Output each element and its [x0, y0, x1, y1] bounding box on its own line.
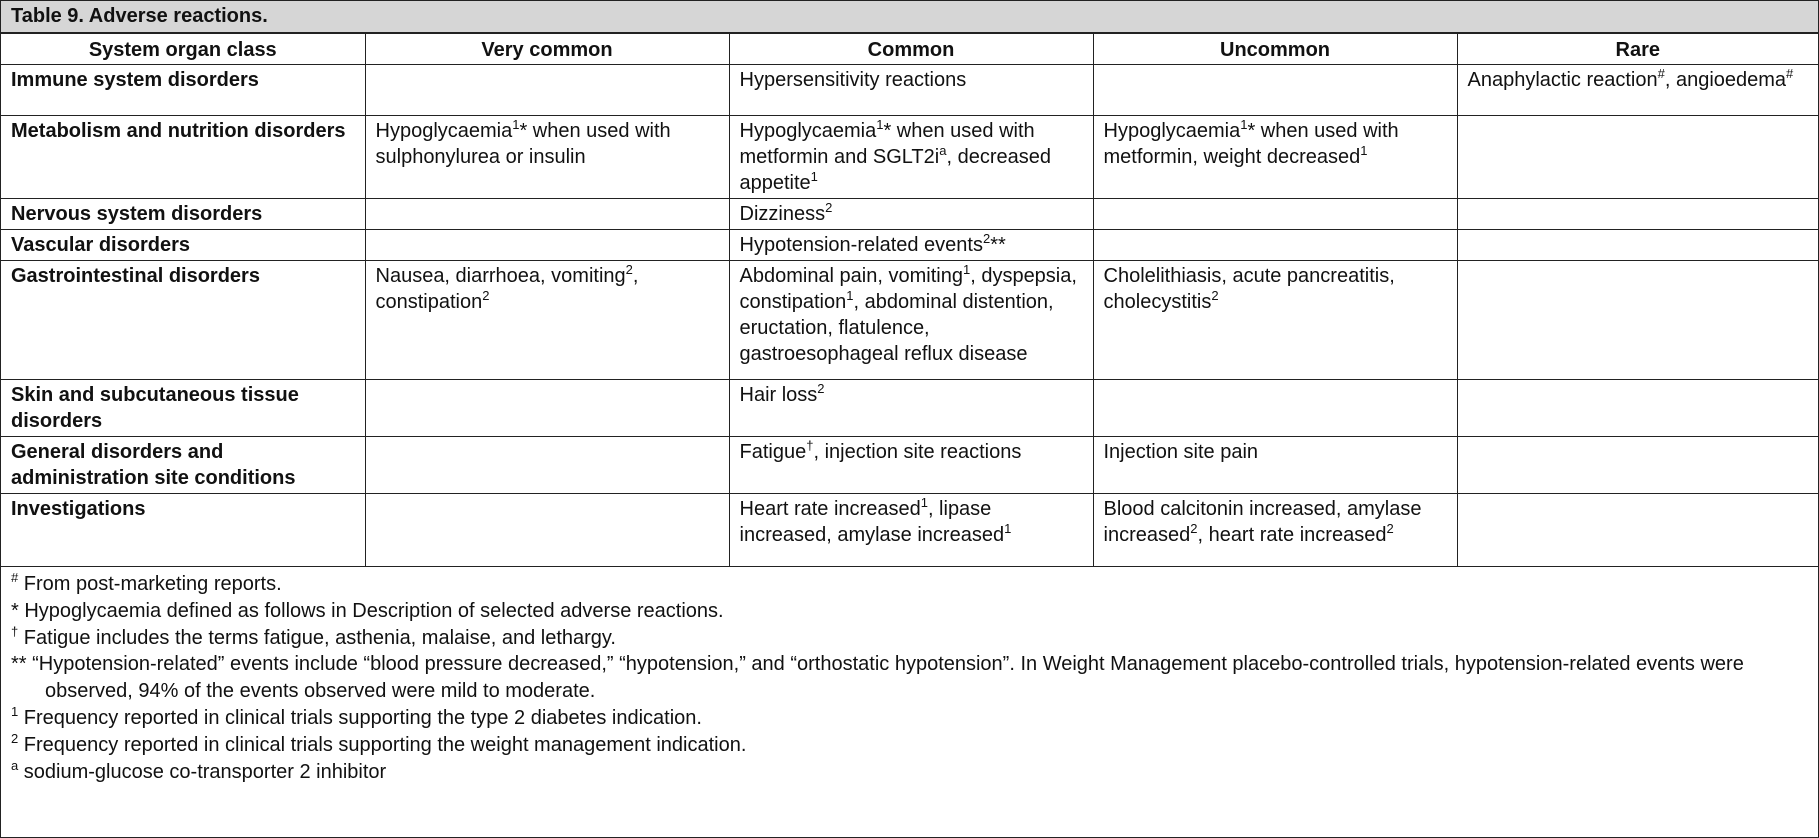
cell-text: , angioedema: [1664, 69, 1787, 91]
footnote: [11, 625, 1808, 652]
system-organ-class-cell: Skin and subcutaneous tissue disorders: [1, 380, 365, 437]
footnote-marker: 2: [825, 200, 833, 215]
cell-text: Anaphylactic reaction: [1467, 69, 1658, 91]
system-organ-class-cell: Metabolism and nutrition disorders: [1, 116, 365, 199]
table-row: [1, 380, 1818, 437]
footnote-marker: 1: [846, 288, 854, 303]
footnote-mark: a: [11, 757, 19, 773]
common-cell: [729, 261, 1093, 380]
cell-text: Abdominal pain, vomiting: [739, 265, 963, 287]
footnote-text: sodium-glucose co-transporter 2 inhibitor: [18, 760, 387, 783]
table-row: [1, 116, 1818, 199]
header-common: Common: [729, 34, 1093, 65]
header-rare: Rare: [1457, 34, 1818, 65]
footnote-marker: 1: [512, 117, 520, 132]
system-organ-class-cell: Immune system disorders: [1, 65, 365, 116]
very-common-cell: [365, 437, 729, 494]
footnote-marker: #: [1657, 66, 1665, 81]
cell-text: * when used with metformin, weight decreased: [1103, 120, 1399, 168]
footnote-marker: 1: [1240, 117, 1248, 132]
header-very-common: Very common: [365, 34, 729, 65]
cell-text: **: [990, 234, 1006, 256]
common-cell: [729, 116, 1093, 199]
footnote-mark: #: [11, 570, 19, 585]
cell-text: Nausea, diarrhoea, vomiting: [375, 265, 626, 287]
footnote-marker: 1: [810, 169, 818, 184]
system-organ-class-cell: Vascular disorders: [1, 230, 365, 261]
system-organ-class-cell: Nervous system disorders: [1, 199, 365, 230]
cell-text: Heart rate increased: [739, 498, 921, 520]
common-cell: [729, 65, 1093, 116]
cell-text: , injection site reactions: [813, 441, 1022, 463]
rare-cell: [1457, 437, 1818, 494]
cell-text: Hypoglycaemia: [739, 120, 877, 142]
footnote-text: Frequency reported in clinical trials supporting the weight management indication.: [18, 733, 747, 756]
table-row: [1, 437, 1818, 494]
cell-text: Fatigue: [739, 441, 807, 463]
footnote-marker: 2: [982, 231, 991, 246]
common-cell: [729, 230, 1093, 261]
rare-cell: [1457, 261, 1818, 380]
footnote-marker: 1: [962, 262, 971, 277]
cell-text: Hypersensitivity reactions: [739, 69, 967, 91]
uncommon-cell: [1093, 199, 1457, 230]
cell-text: Hair loss: [739, 384, 818, 406]
footnote-mark: †: [11, 623, 19, 639]
common-cell: [729, 380, 1093, 437]
footnote-text: Hypoglycaemia defined as follows in Description of selected adverse reactions.: [18, 599, 724, 622]
table-row: [1, 494, 1818, 567]
cell-text: , heart rate increased: [1197, 524, 1387, 546]
table-row: [1, 65, 1818, 116]
system-organ-class-cell: General disorders and administration site conditions: [1, 437, 365, 494]
cell-text: Cholelithiasis, acute pancreatitis, cholecystitis: [1103, 265, 1395, 313]
footnote-text: Frequency reported in clinical trials supporting the type 2 diabetes indication.: [18, 706, 702, 729]
cell-text: Hypoglycaemia: [375, 120, 513, 142]
table-body: [1, 65, 1818, 567]
cell-text: , dyspepsia, constipation: [739, 265, 1077, 313]
footnotes: [1, 567, 1818, 785]
common-cell: [729, 437, 1093, 494]
footnote-marker: 2: [625, 262, 633, 277]
footnote-marker: 2: [1190, 521, 1198, 536]
cell-text: , lipase increased, amylase increased: [739, 498, 1005, 546]
cell-text: * when used with metformin and SGLT2i: [739, 120, 1035, 168]
table-caption: Table 9. Adverse reactions.: [1, 1, 1818, 33]
cell-text: Dizziness: [739, 203, 826, 225]
header-system-organ-class: System organ class: [1, 34, 365, 65]
common-cell: [729, 199, 1093, 230]
rare-cell: [1457, 116, 1818, 199]
uncommon-cell: [1093, 380, 1457, 437]
cell-text: Blood calcitonin increased, amylase increased: [1103, 498, 1422, 546]
system-organ-class-cell: Gastrointestinal disorders: [1, 261, 365, 380]
footnote-marker: 2: [817, 381, 825, 396]
footnote: [11, 705, 1808, 732]
footnote-marker: 1: [920, 495, 928, 510]
rare-cell: [1457, 199, 1818, 230]
footnote: [11, 759, 1808, 786]
footnote-text: From post-marketing reports.: [18, 573, 282, 595]
footnote-marker: †: [806, 438, 814, 453]
table-row: [1, 261, 1818, 380]
very-common-cell: [365, 261, 729, 380]
footnote-marker: a: [939, 143, 947, 158]
common-cell: [729, 494, 1093, 567]
header-uncommon: Uncommon: [1093, 34, 1457, 65]
footnote-text: Fatigue includes the terms fatigue, asthenia, malaise, and lethargy.: [18, 626, 616, 649]
footnote-marker: #: [1786, 66, 1794, 81]
footnote: [11, 598, 1808, 625]
cell-text: Hypotension-related events: [739, 234, 983, 256]
cell-text: , constipation: [375, 265, 639, 313]
very-common-cell: [365, 199, 729, 230]
footnote: [11, 651, 1808, 705]
very-common-cell: [365, 380, 729, 437]
system-organ-class-cell: Investigations: [1, 494, 365, 567]
footnote-marker: 2: [482, 288, 490, 303]
very-common-cell: [365, 230, 729, 261]
uncommon-cell: [1093, 437, 1457, 494]
uncommon-cell: [1093, 65, 1457, 116]
rare-cell: [1457, 494, 1818, 567]
adverse-reactions-table: [1, 33, 1818, 567]
uncommon-cell: [1093, 230, 1457, 261]
cell-text: , abdominal distention, eructation, flatulence, gastroesophageal reflux disease: [739, 291, 1054, 365]
footnote-mark: *: [11, 599, 19, 622]
uncommon-cell: [1093, 261, 1457, 380]
footnote-marker: 1: [1004, 521, 1012, 536]
cell-text: Hypoglycaemia: [1103, 120, 1241, 142]
footnote-mark: 1: [11, 703, 19, 719]
cell-text: Injection site pain: [1103, 441, 1259, 463]
footnote-marker: 2: [1211, 288, 1219, 303]
rare-cell: [1457, 380, 1818, 437]
footnote: [11, 732, 1808, 759]
header-row: [1, 34, 1818, 65]
footnote-text: “Hypotension-related” events include “blood pressure decreased,” “hypotension,” and “orthostatic hypotension”. In Weight Management placebo-controlled trials, hypotension-related events were observed, 94% of the events observed were mild to moderate.: [26, 653, 1744, 703]
rare-cell: [1457, 65, 1818, 116]
uncommon-cell: [1093, 116, 1457, 199]
footnote-mark: **: [11, 653, 27, 676]
footnote-marker: 1: [1360, 143, 1368, 158]
footnote: [11, 571, 1808, 598]
table-row: [1, 199, 1818, 230]
very-common-cell: [365, 65, 729, 116]
footnote-marker: 2: [1386, 521, 1394, 536]
footnote-mark: 2: [11, 730, 19, 746]
table-row: [1, 230, 1818, 261]
rare-cell: [1457, 230, 1818, 261]
cell-text: * when used with sulphonylurea or insulin: [375, 120, 671, 168]
very-common-cell: [365, 116, 729, 199]
footnote-marker: 1: [876, 117, 884, 132]
uncommon-cell: [1093, 494, 1457, 567]
cell-text: , decreased appetite: [739, 146, 1051, 194]
very-common-cell: [365, 494, 729, 567]
